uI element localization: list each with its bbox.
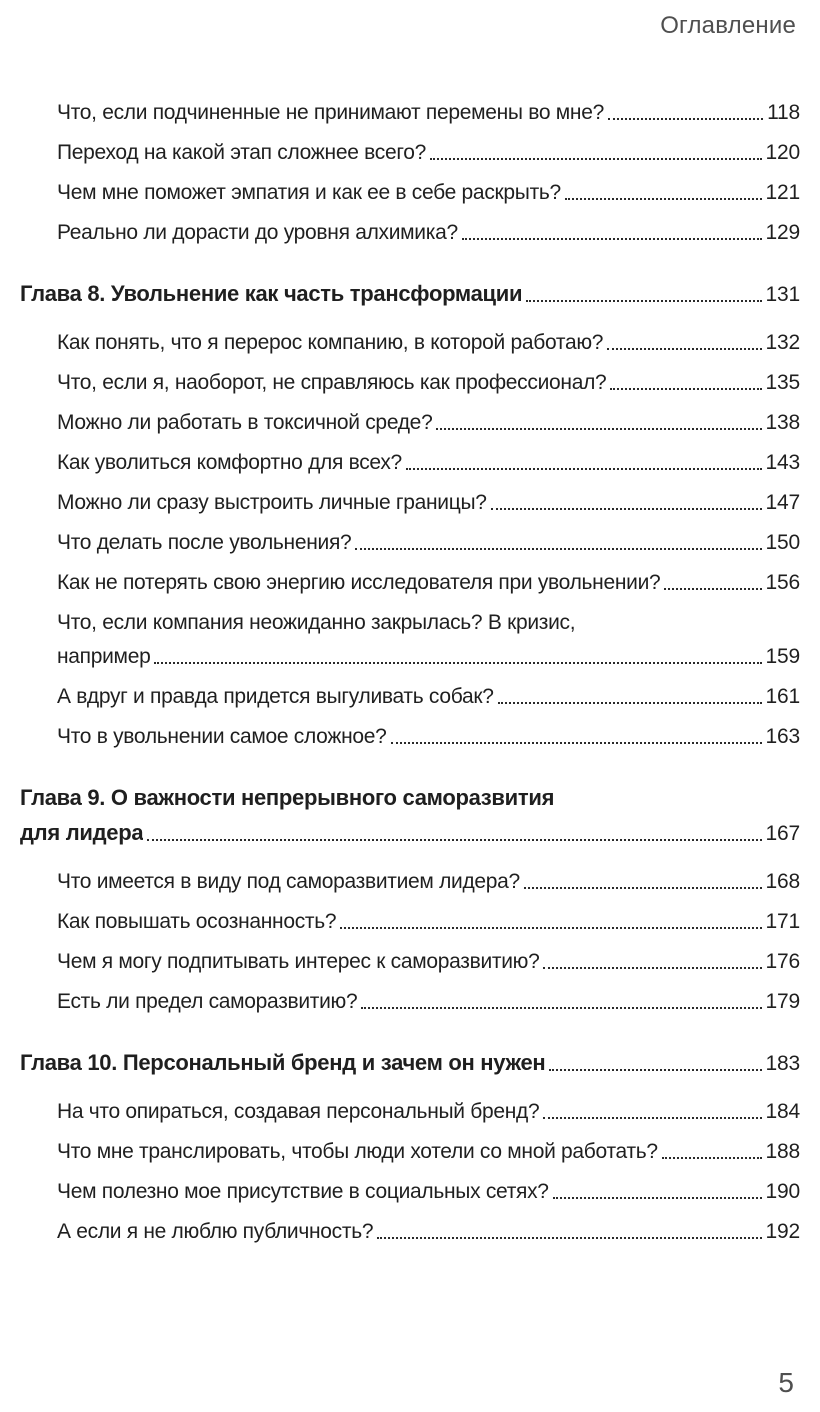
dot-leader: [154, 662, 761, 664]
dot-leader: [553, 1197, 762, 1199]
toc-entry-row: [57, 684, 800, 709]
toc-entry-title: Реально ли дорасти до уровня алхимика?: [57, 221, 458, 244]
toc-entry-row: [57, 410, 800, 435]
toc-entry-row: [57, 989, 800, 1014]
dot-leader: [543, 967, 761, 969]
dot-leader: [406, 468, 762, 470]
toc-entry-title: На что опираться, создавая персональный бренд?: [57, 1100, 540, 1123]
toc-section: [20, 1050, 800, 1244]
chapter-heading-row: [20, 1050, 800, 1076]
toc-entry-row: [57, 610, 800, 635]
toc-entry-title: Что, если компания неожиданно закрылась? В кризис,: [57, 611, 576, 634]
toc-entry-row: [57, 220, 800, 245]
folio-page-number: 5: [778, 1367, 794, 1398]
page-ref: 188: [765, 1140, 800, 1163]
page-ref: 147: [765, 491, 800, 514]
toc-entry-title: Как не потерять свою энергию исследователя при увольнении?: [57, 571, 661, 594]
toc-entry-row: [57, 1099, 800, 1124]
page-ref: 163: [765, 725, 800, 748]
toc-entry-title: Можно ли работать в токсичной среде?: [57, 411, 433, 434]
toc-entry-row: [57, 530, 800, 555]
toc-section: [20, 100, 800, 245]
dot-leader: [565, 198, 762, 200]
chapter-heading-row: [20, 820, 800, 846]
toc-entry-title: Что имеется в виду под саморазвитием лидера?: [57, 870, 520, 893]
toc-entry-title: А если я не люблю публичность?: [57, 1220, 374, 1243]
page-ref: 176: [765, 950, 800, 973]
page-ref: 156: [765, 571, 800, 594]
chapter-heading-row: [20, 785, 800, 811]
dot-leader: [391, 742, 762, 744]
toc-entry-row: [57, 330, 800, 355]
page-ref: 161: [765, 685, 800, 708]
toc-entry-title: Что, если подчиненные не принимают перемены во мне?: [57, 101, 604, 124]
toc-entry-row: [57, 724, 800, 749]
toc-entry-title: Что в увольнении самое сложное?: [57, 725, 387, 748]
dot-leader: [340, 927, 761, 929]
toc-entry-title: Чем мне поможет эмпатия и как ее в себе раскрыть?: [57, 181, 561, 204]
dot-leader: [524, 887, 762, 889]
toc-entry-title: Переход на какой этап сложнее всего?: [57, 141, 426, 164]
page-ref: 192: [765, 1220, 800, 1243]
chapter-heading-text: Глава 9. О важности непрерывного саморазвития: [20, 785, 555, 810]
page-ref: 118: [767, 101, 800, 124]
toc-entry-title: Чем я могу подпитывать интерес к саморазвитию?: [57, 950, 540, 973]
toc-entry-row: [57, 490, 800, 515]
toc-entry-row: [57, 1179, 800, 1204]
dot-leader: [549, 1069, 761, 1071]
toc-entry-title: Что, если я, наоборот, не справляюсь как профессионал?: [57, 371, 607, 394]
page-ref: 184: [765, 1100, 800, 1123]
dot-leader: [462, 238, 762, 240]
toc-entry-title: Есть ли предел саморазвитию?: [57, 990, 358, 1013]
page-ref: 167: [765, 822, 800, 845]
toc-entry-row: [57, 100, 800, 125]
toc-entry-row: [57, 644, 800, 669]
page-ref: 138: [765, 411, 800, 434]
dot-leader: [436, 428, 761, 430]
toc-entry-title: А вдруг и правда придется выгуливать собак?: [57, 685, 494, 708]
page-ref: 135: [765, 371, 800, 394]
toc-entry-row: [57, 909, 800, 934]
page-ref: 120: [765, 141, 800, 164]
toc-entry-title: Как повышать осознанность?: [57, 910, 337, 933]
toc-entry-title: например: [57, 645, 151, 668]
page-ref: 190: [765, 1180, 800, 1203]
toc-entry-title: Что мне транслировать, чтобы люди хотели со мной работать?: [57, 1140, 658, 1163]
chapter-heading-text: Глава 8. Увольнение как часть трансформации: [20, 281, 523, 306]
toc-entry-title: Можно ли сразу выстроить личные границы?: [57, 491, 487, 514]
toc-section: [20, 281, 800, 749]
chapter-heading-row: [20, 281, 800, 307]
dot-leader: [430, 158, 762, 160]
toc-entry-row: [57, 450, 800, 475]
dot-leader: [491, 508, 762, 510]
page-ref: 150: [765, 531, 800, 554]
dot-leader: [607, 348, 761, 350]
toc-entry-row: [57, 140, 800, 165]
toc-entry-row: [57, 869, 800, 894]
toc-section: [20, 785, 800, 1014]
dot-leader: [662, 1157, 762, 1159]
dot-leader: [361, 1007, 761, 1009]
dot-leader: [355, 548, 761, 550]
toc-entry-row: [57, 370, 800, 395]
dot-leader: [526, 300, 761, 302]
dot-leader: [608, 118, 763, 120]
toc-entry-title: Как понять, что я перерос компанию, в которой работаю?: [57, 331, 604, 354]
page-ref: 183: [765, 1052, 800, 1075]
dot-leader: [543, 1117, 761, 1119]
toc-entry-row: [57, 1139, 800, 1164]
page-ref: 143: [765, 451, 800, 474]
dot-leader: [610, 388, 761, 390]
page-ref: 179: [765, 990, 800, 1013]
page-ref: 129: [765, 221, 800, 244]
toc-entry-title: Что делать после увольнения?: [57, 531, 352, 554]
chapter-heading-text: Глава 10. Персональный бренд и зачем он нужен: [20, 1050, 546, 1075]
page-ref: 168: [765, 870, 800, 893]
toc-entry-row: [57, 180, 800, 205]
chapter-heading-text: для лидера: [20, 820, 144, 845]
dot-leader: [377, 1237, 761, 1239]
page-ref: 171: [765, 910, 800, 933]
page-ref: 131: [765, 283, 800, 306]
dot-leader: [147, 839, 761, 841]
toc-entry-title: Чем полезно мое присутствие в социальных сетях?: [57, 1180, 549, 1203]
toc-entry-row: [57, 1219, 800, 1244]
toc-entry-title: Как уволиться комфортно для всех?: [57, 451, 402, 474]
page-ref: 132: [765, 331, 800, 354]
dot-leader: [498, 702, 762, 704]
page-ref: 159: [765, 645, 800, 668]
toc-entry-row: [57, 570, 800, 595]
page-ref: 121: [765, 181, 800, 204]
toc-entry-row: [57, 949, 800, 974]
running-header: Оглавление: [660, 12, 796, 39]
dot-leader: [664, 588, 761, 590]
